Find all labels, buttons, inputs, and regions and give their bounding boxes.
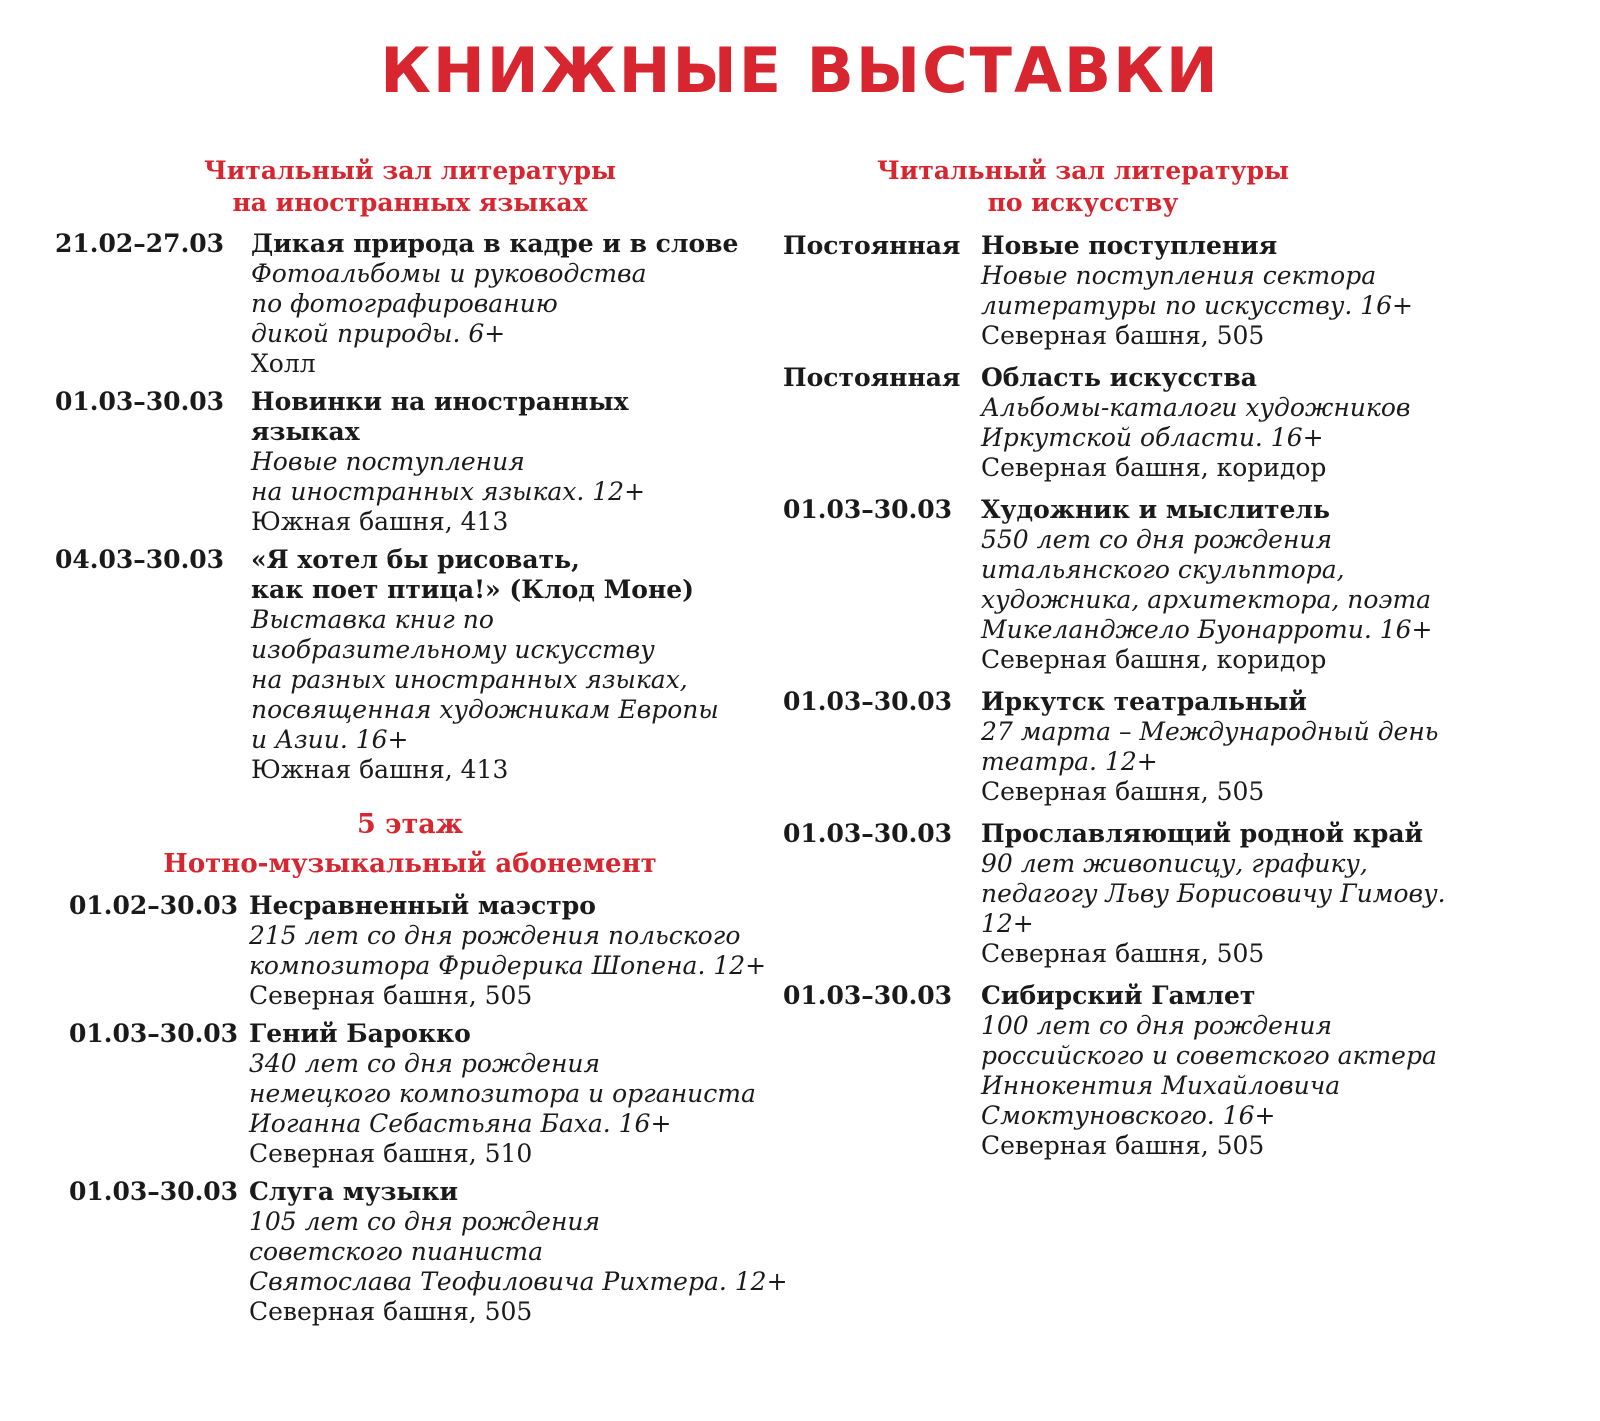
heading-line: по искусству (987, 188, 1179, 217)
exhibition-entry (55, 1177, 788, 1327)
entry-date: 01.03–30.03 (69, 1177, 239, 1206)
entry-name: Гений Барокко (249, 1019, 471, 1048)
entry-name: Прославляющий родной край (981, 819, 1424, 848)
exhibition-entry (55, 891, 767, 1011)
left-column (55, 155, 788, 1327)
heading-line: на иностранных языках (232, 188, 588, 217)
exhibition-entry (783, 231, 1583, 351)
entry-description: 90 лет живописцу, графику, педагогу Льву Борисовичу Гимову. 12+ (981, 849, 1446, 938)
exhibition-entry (55, 545, 755, 785)
entry-location: Северная башня, 505 (249, 1297, 533, 1326)
entry-date: 04.03–30.03 (55, 545, 225, 574)
floor-heading: 5 этаж (356, 809, 464, 840)
exhibition-entry (783, 687, 1583, 807)
entry-description: 550 лет со дня рождения итальянского скульптора, художника, архитектора, поэта Микеланджело Буонарроти. 16+ (981, 525, 1433, 644)
entry-location: Северная башня, коридор (981, 645, 1327, 674)
exhibition-entry (783, 495, 1583, 675)
entry-description: Выставка книг по изобразительному искусству на разных иностранных языках, посвященная художникам Европы и Азии. 16+ (251, 605, 719, 754)
entry-description: 100 лет со дня рождения российского и советского актера Иннокентия Михайловича Смоктуновского. 16+ (981, 1011, 1437, 1130)
entry-location: Северная башня, 505 (249, 981, 533, 1010)
entry-date: 01.03–30.03 (783, 981, 953, 1010)
entry-list-music (55, 891, 788, 1327)
entry-description: Новые поступления сектора литературы по искусству. 16+ (981, 261, 1413, 320)
entry-description: 340 лет со дня рождения немецкого композитора и органиста Иоганна Себастьяна Баха. 16+ (249, 1049, 756, 1138)
exhibition-entry (783, 981, 1583, 1161)
entry-name: Область искусства (981, 363, 1257, 392)
entry-name: Новые поступления (981, 231, 1278, 260)
entry-date: Постоянная (783, 363, 961, 392)
right-column (783, 155, 1583, 1161)
entry-description: Фотоальбомы и руководства по фотографированию дикой природы. 6+ (251, 259, 647, 348)
entry-description: Новые поступления на иностранных языках. 12+ (251, 447, 646, 506)
heading-line: Читальный зал литературы (203, 156, 617, 185)
entry-description: Альбомы-каталоги художников Иркутской области. 16+ (981, 393, 1411, 452)
entry-location: Холл (251, 349, 316, 378)
entry-date: 01.02–30.03 (69, 891, 239, 920)
entry-name: Дикая природа в кадре и в слове (251, 229, 739, 258)
entry-date: 01.03–30.03 (783, 819, 953, 848)
entry-name: Сибирский Гамлет (981, 981, 1256, 1010)
section-heading-foreign-languages (55, 155, 755, 219)
entry-name: «Я хотел бы рисовать, как поет птица!» (Клод Моне) (251, 545, 695, 604)
entry-location: Северная башня, 510 (249, 1139, 533, 1168)
entry-name: Иркутск театральный (981, 687, 1307, 716)
entry-date: Постоянная (783, 231, 961, 260)
section-heading-art (783, 155, 1583, 219)
section-heading-music: Нотно-музыкальный абонемент (163, 849, 657, 879)
exhibition-entry (55, 229, 755, 379)
entry-description: 215 лет со дня рождения польского композитора Фридерика Шопена. 12+ (249, 921, 767, 980)
entry-location: Южная башня, 413 (251, 507, 509, 536)
entry-description: 105 лет со дня рождения советского пианиста Святослава Теофиловича Рихтера. 12+ (249, 1207, 788, 1296)
exhibition-entry (55, 387, 755, 537)
entry-location: Северная башня, 505 (981, 321, 1265, 350)
entry-location: Северная башня, 505 (981, 939, 1265, 968)
entry-date: 01.03–30.03 (783, 495, 953, 524)
exhibition-entry (55, 1019, 755, 1169)
entry-name: Художник и мыслитель (981, 495, 1330, 524)
entry-location: Северная башня, 505 (981, 1131, 1265, 1160)
exhibition-entry (783, 819, 1583, 969)
entry-name: Новинки на иностранных языках (251, 387, 629, 446)
entry-location: Северная башня, коридор (981, 453, 1327, 482)
entry-name: Слуга музыки (249, 1177, 459, 1206)
entry-date: 21.02–27.03 (55, 229, 225, 258)
entry-location: Северная башня, 505 (981, 777, 1265, 806)
page-title: КНИЖНЫЕ ВЫСТАВКИ (380, 34, 1220, 107)
entry-date: 01.03–30.03 (55, 387, 225, 416)
exhibition-entry (783, 363, 1583, 483)
heading-line: Читальный зал литературы (876, 156, 1290, 185)
entry-date: 01.03–30.03 (69, 1019, 239, 1048)
entry-list-art (783, 231, 1583, 1161)
entry-date: 01.03–30.03 (783, 687, 953, 716)
entry-location: Южная башня, 413 (251, 755, 509, 784)
entry-list-foreign (55, 229, 755, 785)
entry-description: 27 марта – Международный день театра. 12+ (981, 717, 1439, 776)
entry-name: Несравненный маэстро (249, 891, 596, 920)
